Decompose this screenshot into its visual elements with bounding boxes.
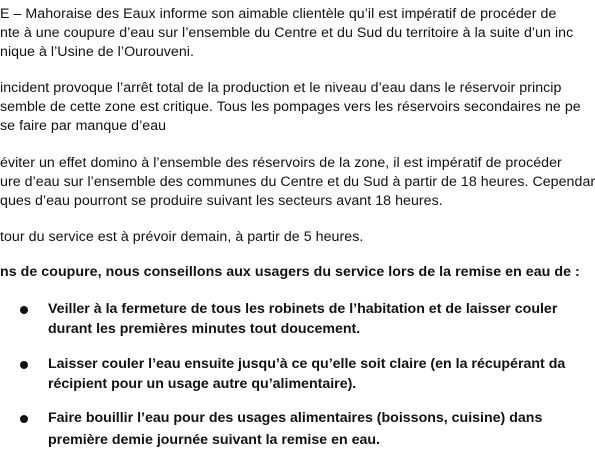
paragraph-1-line-2: nte à une coupure d’eau sur l’ensemble du Centre et du Sud du territoire à la suite d’un inc <box>0 25 574 41</box>
bullet-1-line-1: Veiller à la fermeture de tous les robinets de l’habitation et de laisser couler <box>48 301 558 317</box>
paragraph-3-line-2: ure d’eau sur l’ensemble des communes du Centre et du Sud à partir de 18 heures. Cependar <box>0 174 595 190</box>
paragraph-4-line-1: tour du service est à prévoir demain, à partir de 5 heures. <box>0 229 364 245</box>
paragraph-1-line-3: nique à l’Usine de l’Ourouveni. <box>0 44 194 60</box>
paragraph-3-line-1: éviter un effet domino à l’ensemble des réservoirs de la zone, il est impératif de procéder <box>0 155 562 171</box>
paragraph-2-line-1: incident provoque l’arrêt total de la production et le niveau d’eau dans le réservoir princip <box>0 80 562 96</box>
bullet-1-line-2: durant les premières minutes tout doucement. <box>48 321 361 337</box>
bullet-3-line-1: Faire bouillir l’eau pour des usages alimentaires (boissons, cuisine) dans <box>48 410 543 426</box>
bullet-2-line-1: Laisser couler l’eau ensuite jusqu’à ce qu’elle soit claire (en la récupérant da <box>48 356 566 372</box>
paragraph-2-line-3: se faire par manque d’eau <box>0 118 167 134</box>
bullet-2-line-2: récipient pour un usage autre qu’alimentaire). <box>48 376 357 392</box>
advice-heading: ns de coupure, nous conseillons aux usagers du service lors de la remise en eau de : <box>0 264 580 280</box>
paragraph-3-line-3: ques d’eau pourront se produire suivant les secteurs avant 18 heures. <box>0 193 443 209</box>
bullet-dot-3 <box>20 415 28 423</box>
bullet-dot-1 <box>20 306 28 314</box>
paragraph-1-line-1: E – Mahoraise des Eaux informe son aimable clientèle qu’il est impératif de procéder de <box>0 6 557 22</box>
bullet-dot-2 <box>20 361 28 369</box>
paragraph-2-line-2: semble de cette zone est critique. Tous les pompages vers les réservoirs secondaires ne pe <box>0 99 581 115</box>
bullet-3-line-2: première demie journée suivant la remise en eau. <box>48 432 380 448</box>
